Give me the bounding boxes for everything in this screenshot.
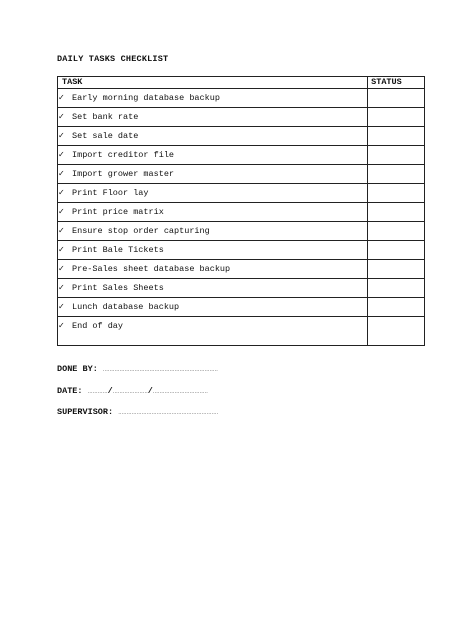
status-cell[interactable] [368,298,425,317]
table-row [58,146,425,165]
task-label: Lunch database backup [72,302,180,312]
status-cell[interactable] [368,260,425,279]
table-row [58,298,425,317]
tasks-table-body [58,89,425,346]
task-label: Set bank rate [72,112,139,122]
status-cell[interactable] [368,127,425,146]
task-cell [58,241,368,260]
task-label: Early morning database backup [72,93,220,103]
supervisor-label: SUPERVISOR: [57,407,114,417]
task-label: Ensure stop order capturing [72,226,210,236]
status-cell[interactable] [368,89,425,108]
checkmark-icon: ✓ [58,226,65,235]
task-column-header: TASK [58,77,368,89]
checklist-title: DAILY TASKS CHECKLIST [57,54,169,64]
status-cell[interactable] [368,317,425,346]
task-label: Pre-Sales sheet database backup [72,264,231,274]
table-row [58,127,425,146]
supervisor-field [57,407,218,417]
task-label: End of day [72,321,124,331]
status-column-header: STATUS [368,77,425,89]
tasks-table [57,76,425,346]
date-day-line: ………… [87,389,108,395]
done-by-field [57,364,218,374]
checkmark-icon: ✓ [58,112,65,121]
table-row [58,108,425,127]
task-cell [58,184,368,203]
checkmark-icon: ✓ [58,169,65,178]
checkmark-icon: ✓ [58,207,65,216]
date-month-line: ………………… [112,389,148,395]
table-row [58,184,425,203]
supervisor-line: …………………………………………………… [118,410,219,416]
date-label: DATE: [57,386,83,396]
task-cell [58,222,368,241]
task-cell [58,279,368,298]
task-label: Print price matrix [72,207,164,217]
task-cell [58,165,368,184]
task-cell [58,89,368,108]
checkmark-icon: ✓ [58,131,65,140]
task-cell [58,146,368,165]
task-label: Print Floor lay [72,188,149,198]
table-row [58,279,425,298]
checkmark-icon: ✓ [58,283,65,292]
checkmark-icon: ✓ [58,93,65,102]
checkmark-icon: ✓ [58,264,65,273]
status-cell[interactable] [368,146,425,165]
done-by-line: …………………………………………………………… [102,367,218,373]
done-by-label: DONE BY: [57,364,98,374]
date-field [57,386,208,396]
table-row [58,165,425,184]
checkmark-icon: ✓ [58,150,65,159]
task-cell [58,260,368,279]
status-cell[interactable] [368,184,425,203]
task-cell [58,317,368,346]
table-row [58,89,425,108]
table-row [58,317,425,346]
task-label: Print Bale Tickets [72,245,164,255]
task-label: Print Sales Sheets [72,283,164,293]
table-row [58,260,425,279]
status-cell[interactable] [368,203,425,222]
checkmark-icon: ✓ [58,321,65,330]
date-separator: / [147,386,153,396]
checkmark-icon: ✓ [58,188,65,197]
status-cell[interactable] [368,222,425,241]
table-header-row [58,77,425,89]
status-cell[interactable] [368,108,425,127]
task-cell [58,298,368,317]
task-label: Import grower master [72,169,175,179]
table-row [58,203,425,222]
table-row [58,222,425,241]
checkmark-icon: ✓ [58,245,65,254]
status-cell[interactable] [368,279,425,298]
task-cell [58,127,368,146]
task-cell [58,108,368,127]
task-label: Set sale date [72,131,139,141]
status-cell[interactable] [368,165,425,184]
table-row [58,241,425,260]
checkmark-icon: ✓ [58,302,65,311]
task-label: Import creditor file [72,150,175,160]
date-separator: / [107,386,113,396]
task-cell [58,203,368,222]
status-cell[interactable] [368,241,425,260]
date-year-line: …………………………… [152,389,208,395]
